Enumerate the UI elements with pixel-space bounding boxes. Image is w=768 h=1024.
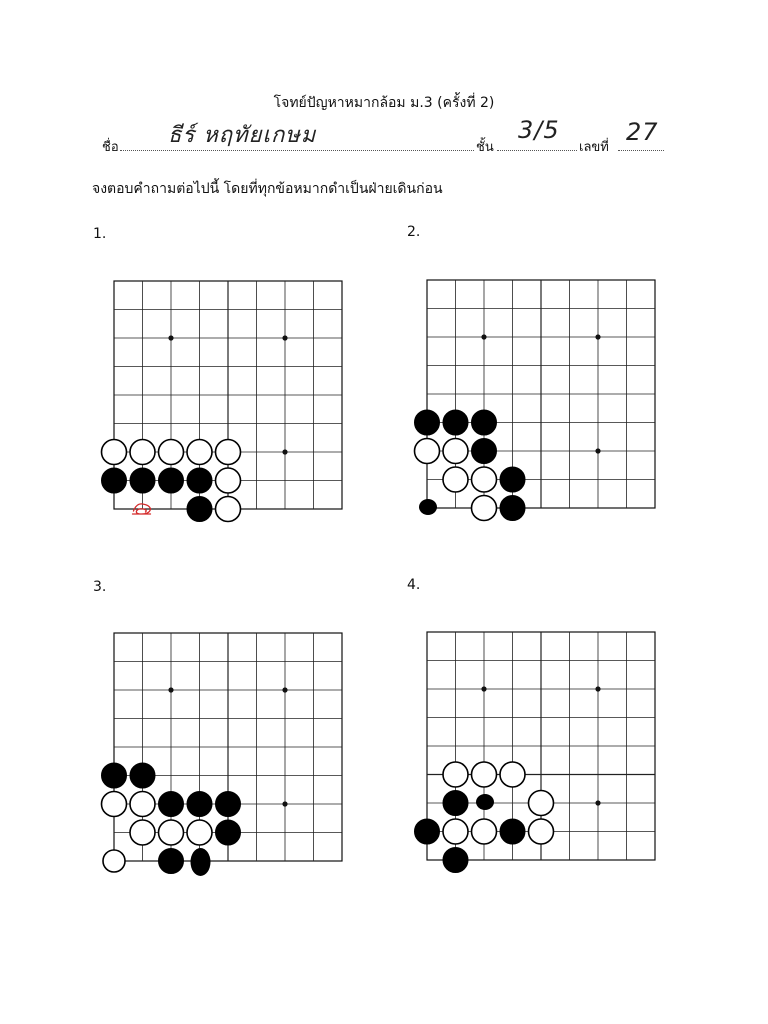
class-dotted-line [497,150,577,151]
white-stone [500,762,525,787]
black-stone [187,468,212,493]
black-stone [500,467,525,492]
white-stone [187,440,212,465]
white-stone [443,819,468,844]
black-stone [159,468,184,493]
name-handwriting: ธีร์ หฤทัยเกษม [168,123,317,148]
white-stone [472,819,497,844]
white-stone [443,762,468,787]
white-stone [443,439,468,464]
black-stone [500,819,525,844]
star-point [282,449,287,454]
problem-2-label: 2. [407,224,421,240]
name-label: ชื่อ [102,140,119,155]
black-stone-hand-drawn [419,499,437,515]
white-stone [102,792,127,817]
star-point [168,335,173,340]
go-board-problem-3 [100,620,356,870]
number-dotted-line [618,150,664,151]
star-point [481,334,486,339]
black-stone [159,792,184,817]
number-handwriting: 27 [626,118,659,146]
white-stone [187,820,212,845]
black-stone [472,439,497,464]
white-stone [472,496,497,521]
black-stone-hand-drawn [191,848,211,876]
go-board-problem-2 [413,267,669,512]
star-point [481,686,486,691]
white-stone [216,468,241,493]
white-stone [529,791,554,816]
white-stone [130,440,155,465]
white-stone [159,440,184,465]
black-stone [443,410,468,435]
star-point [595,334,600,339]
black-stone [216,820,241,845]
black-stone [472,410,497,435]
white-stone [159,820,184,845]
black-stone [187,497,212,522]
star-point [282,335,287,340]
class-handwriting: 3/5 [518,116,560,144]
black-stone [102,468,127,493]
problem-4-label: 4. [407,577,421,593]
star-point [168,687,173,692]
black-stone [500,496,525,521]
instruction-text: จงตอบคำถามต่อไปนี้ โดยที่ทุกข้อหมากดำเป็นฝ่ายเดินก่อน [92,181,443,197]
go-board-problem-4 [413,619,669,869]
problem-3-label: 3. [93,579,107,595]
black-stone [187,792,212,817]
black-stone [443,848,468,873]
star-point [595,686,600,691]
white-stone [102,440,127,465]
black-stone [415,410,440,435]
problem-1-label: 1. [93,226,107,242]
white-stone [130,820,155,845]
star-point [282,687,287,692]
star-point [595,448,600,453]
page-title: โจทย์ปัญหาหมากล้อม ม.3 (ครั้งที่ 2) [273,95,495,111]
black-stone [415,819,440,844]
number-label: เลขที่ [579,140,609,155]
white-stone [415,439,440,464]
white-stone [216,497,241,522]
white-stone [472,467,497,492]
white-stone [130,792,155,817]
black-stone [102,763,127,788]
black-stone [130,468,155,493]
black-stone-hand-drawn [476,794,494,810]
star-point [595,800,600,805]
star-point [282,801,287,806]
black-stone [130,763,155,788]
white-stone [529,819,554,844]
white-stone [103,850,125,872]
black-stone [159,849,184,874]
black-stone [216,792,241,817]
class-label: ชั้น [476,140,494,155]
white-stone [443,467,468,492]
white-stone [216,440,241,465]
black-stone [443,791,468,816]
white-stone [472,762,497,787]
go-board-problem-1 [100,268,356,513]
